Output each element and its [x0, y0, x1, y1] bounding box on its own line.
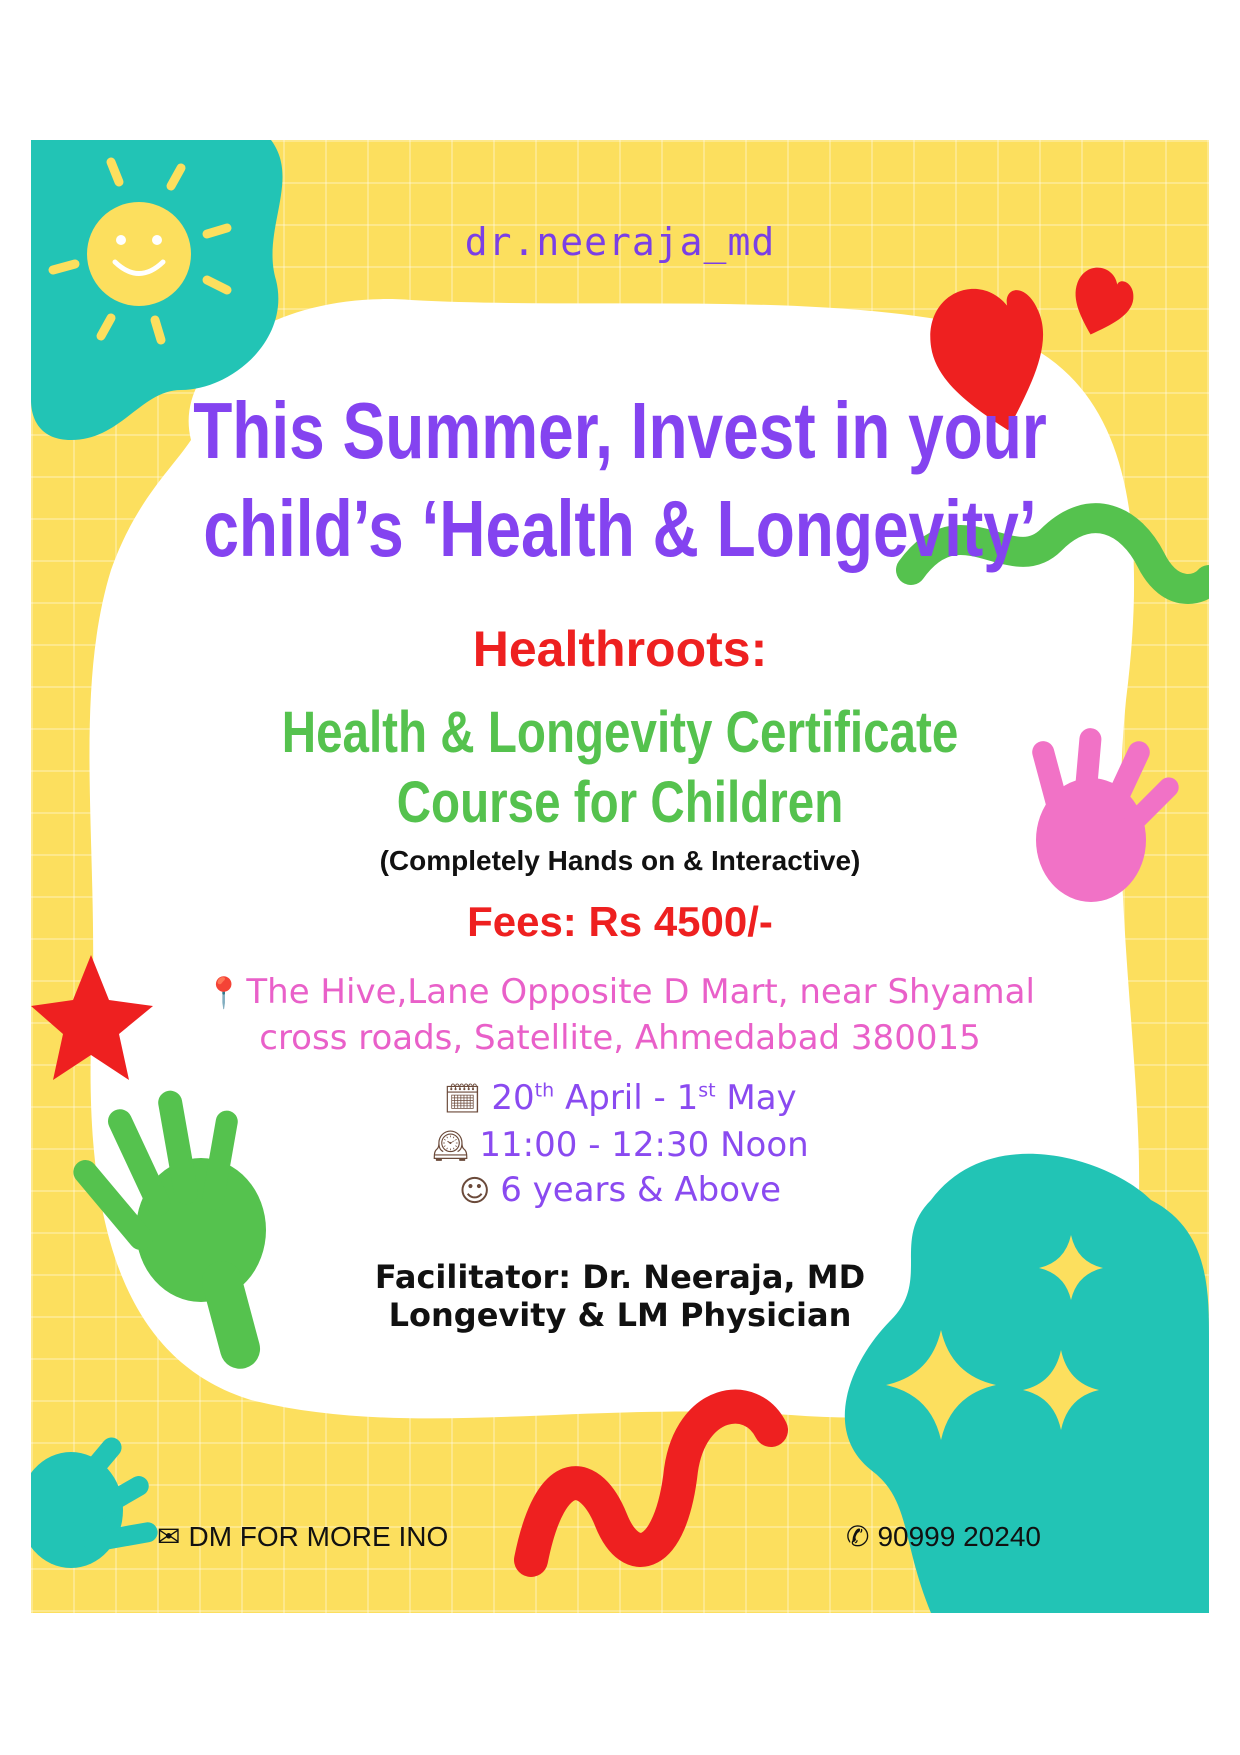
tagline: (Completely Hands on & Interactive) [379, 845, 861, 876]
address [31, 970, 1209, 1061]
schedule-age-text: 6 years & Above [500, 1170, 782, 1210]
squiggle-icon [531, 1407, 771, 1560]
facilitator-line-1: Facilitator: Dr. Neeraja, MD [374, 1258, 866, 1296]
instagram-handle: dr.neeraja_md [464, 220, 776, 264]
schedule-age [31, 1170, 1209, 1210]
date-start-suffix: th [534, 1079, 555, 1102]
date-end-month: May [726, 1078, 797, 1118]
course-title-line-1: Health & Longevity Certificate [281, 700, 959, 765]
fees: Fees: Rs 4500/- [467, 898, 773, 945]
brand-name: Healthroots: [472, 621, 768, 677]
dm-info [157, 1520, 448, 1553]
phone-number-text: 90999 20240 [877, 1521, 1041, 1552]
headline [149, 382, 1091, 578]
headline-line-2: child’s ‘Health & Longevity’ [203, 484, 1037, 573]
schedule-time [31, 1125, 1209, 1165]
date-end-suffix: st [698, 1079, 716, 1102]
envelope-icon: ✉ [157, 1521, 181, 1552]
calendar-icon: 🗓 [443, 1082, 482, 1117]
date-start-month: April - 1 [564, 1078, 699, 1118]
pin-icon: 📍 [205, 976, 243, 1011]
facilitator-line-2: Longevity & LM Physician [388, 1296, 852, 1334]
facilitator [31, 1258, 1209, 1334]
poster [31, 140, 1209, 1613]
date-start-day: 20 [491, 1078, 535, 1118]
hand-icon [31, 1433, 159, 1568]
course-title-line-2: Course for Children [396, 770, 844, 835]
schedule-time-text: 11:00 - 12:30 Noon [479, 1125, 809, 1165]
course-title [137, 698, 1103, 838]
clock-icon: 🕰 [431, 1129, 470, 1164]
headline-line-1: This Summer, Invest in your [193, 386, 1047, 475]
child-icon: ☺ [458, 1174, 491, 1209]
schedule-date [31, 1078, 1209, 1118]
phone-icon: ✆ [846, 1521, 870, 1552]
dm-info-text: DM FOR MORE INO [188, 1521, 449, 1552]
phone-number[interactable] [846, 1520, 1041, 1553]
address-line-2: cross roads, Satellite, Ahmedabad 380015 [259, 1018, 981, 1058]
address-line-1 [31, 970, 1209, 1016]
address-line-1-text: The Hive,Lane Opposite D Mart, near Shyamal [246, 972, 1035, 1012]
